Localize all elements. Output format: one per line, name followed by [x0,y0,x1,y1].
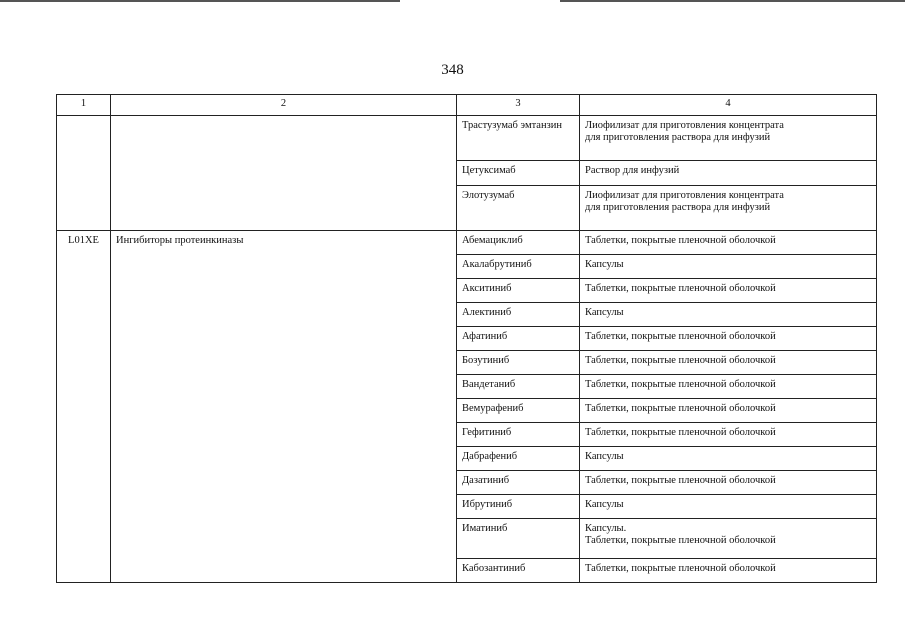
dosage-form-cell [580,351,877,375]
drug-name-cell: Гефитиниб [457,423,580,447]
atc-group-name-cell [111,116,457,231]
drug-registry-table [56,94,877,583]
table-row [57,231,877,255]
dosage-form-line: Таблетки, покрытые пленочной оболочкой [585,475,776,486]
drug-name-cell: Абемациклиб [457,231,580,255]
dosage-form-cell [580,423,877,447]
drug-name-cell: Трастузумаб эмтанзин [457,116,580,161]
dosage-form-line: Таблетки, покрытые пленочной оболочкой [585,403,776,414]
dosage-form-line: Таблетки, покрытые пленочной оболочкой [585,355,776,366]
atc-code-cell [57,116,111,231]
drug-name-cell: Бозутиниб [457,351,580,375]
dosage-form-line: Таблетки, покрытые пленочной оболочкой [585,283,776,294]
header-row [57,95,877,116]
drug-name-cell: Вандетаниб [457,375,580,399]
table-body [57,116,877,583]
dosage-form-cell [580,495,877,519]
dosage-form-line: Капсулы [585,307,624,318]
header-col-3: 3 [457,95,580,116]
dosage-form-cell [580,375,877,399]
dosage-form-cell [580,231,877,255]
atc-group-name-cell: Ингибиторы протеинкиназы [111,231,457,583]
dosage-form-line: для приготовления раствора для инфузий [585,202,771,213]
dosage-form-line: Капсулы [585,499,624,510]
table-row [57,116,877,161]
dosage-form-line: Таблетки, покрытые пленочной оболочкой [585,535,776,546]
dosage-form-cell [580,116,877,161]
page-number: 348 [441,62,464,78]
dosage-form-line: Лиофилизат для приготовления концентрата [585,190,784,201]
drug-name-cell: Афатиниб [457,327,580,351]
drug-name-cell: Акалабрутиниб [457,255,580,279]
drug-name-cell: Дазатиниб [457,471,580,495]
dosage-form-cell [580,559,877,583]
dosage-form-cell [580,279,877,303]
drug-name-cell: Вемурафениб [457,399,580,423]
drug-name-cell: Акситиниб [457,279,580,303]
drug-name-cell: Элотузумаб [457,186,580,231]
dosage-form-cell [580,327,877,351]
dosage-form-cell [580,447,877,471]
dosage-form-cell [580,519,877,559]
dosage-form-line: Лиофилизат для приготовления концентрата [585,120,784,131]
header-col-4: 4 [580,95,877,116]
dosage-form-line: Таблетки, покрытые пленочной оболочкой [585,379,776,390]
drug-name-cell: Кабозантиниб [457,559,580,583]
top-scan-rule-gap [400,0,560,2]
drug-name-cell: Ибрутиниб [457,495,580,519]
drug-name-cell: Алектиниб [457,303,580,327]
header-col-2: 2 [111,95,457,116]
dosage-form-line: Таблетки, покрытые пленочной оболочкой [585,235,776,246]
dosage-form-line: для приготовления раствора для инфузий [585,132,771,143]
dosage-form-line: Капсулы [585,451,624,462]
dosage-form-cell [580,303,877,327]
atc-code-cell: L01XE [57,231,111,583]
dosage-form-line: Капсулы. [585,523,627,534]
dosage-form-line: Таблетки, покрытые пленочной оболочкой [585,427,776,438]
dosage-form-cell [580,471,877,495]
dosage-form-cell [580,161,877,186]
dosage-form-line: Таблетки, покрытые пленочной оболочкой [585,563,776,574]
dosage-form-line: Капсулы [585,259,624,270]
drug-name-cell: Цетуксимаб [457,161,580,186]
dosage-form-cell [580,255,877,279]
dosage-form-line: Таблетки, покрытые пленочной оболочкой [585,331,776,342]
drug-name-cell: Иматиниб [457,519,580,559]
dosage-form-line: Раствор для инфузий [585,165,680,176]
drug-name-cell: Дабрафениб [457,447,580,471]
dosage-form-cell [580,186,877,231]
dosage-form-cell [580,399,877,423]
header-col-1: 1 [57,95,111,116]
